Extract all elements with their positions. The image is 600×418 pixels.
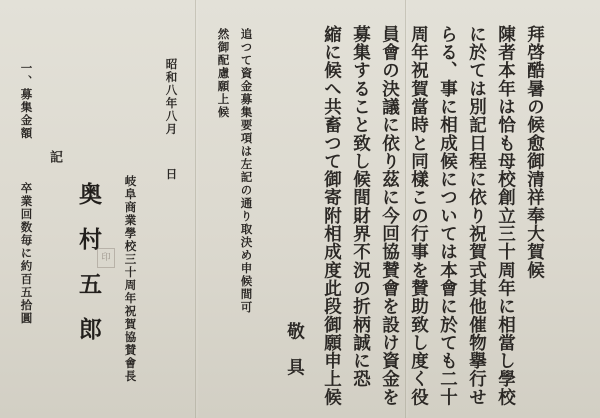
closing-keigu: 敬 具 xyxy=(284,322,305,377)
letter-line-8: 縮に候へ共畜つて御寄附相成度此段御願申上候 xyxy=(321,25,342,407)
letter-line-6: 員會の決議に依り茲に今回協賛會を設け資金を xyxy=(379,25,400,407)
ki-heading: 記 xyxy=(47,150,62,165)
item-detail: 卒業回数毎に約百五拾圓 xyxy=(19,182,34,325)
letter-date-day: 日 xyxy=(164,168,179,181)
postscript-line-2: 然御配慮願上候 xyxy=(216,28,231,119)
letter-line-3: に於ては別記日程に依り祝賀式其他催物擧行せ xyxy=(466,25,487,407)
item-heading: 一、募集金額 xyxy=(19,62,34,140)
letter-line-4: らる、事に相成候については本會に於ても二十 xyxy=(437,25,458,407)
sender-name: 奥村五郎 xyxy=(75,182,102,362)
seal-mark: 印 xyxy=(97,248,115,268)
sender-title: 岐阜商業學校三十周年祝賀協賛會長 xyxy=(123,175,138,383)
letter-date: 昭和八年八月 xyxy=(164,58,179,136)
letter-line-5: 周年祝賀當時と同樣この行事を賛助致し度く役 xyxy=(408,25,429,407)
postscript-line-1: 追つて資金募集要項は左記の通り取決め申候間可 xyxy=(239,28,254,314)
letter-line-2: 陳者本年は恰も母校創立三十周年に相當し學校 xyxy=(495,25,516,407)
letter-line-7: 募集すること致し候間財界不況の折柄誠に恐 xyxy=(350,25,371,388)
fold-line xyxy=(195,0,196,418)
letter-line-1: 拜啓酷暑の候愈御清祥奉大賀候 xyxy=(524,25,545,280)
fold-line xyxy=(405,0,406,418)
